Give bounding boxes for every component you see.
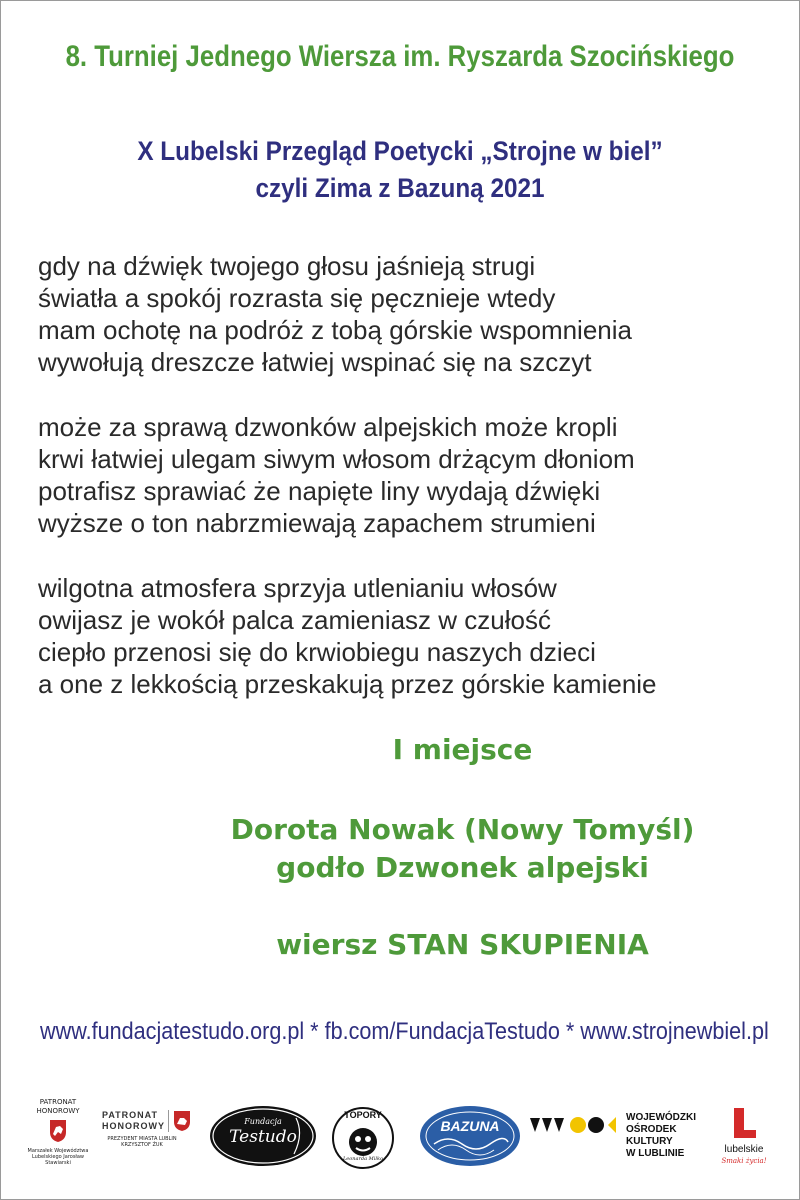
lubelskie-l-icon — [716, 1106, 772, 1140]
poem-line: a one z lekkością przeskakują przez górskie kamienie — [38, 669, 657, 699]
tournament-title: 8. Turniej Jednego Wiersza im. Ryszarda Szocińskiego — [65, 40, 735, 73]
patronage-heading-2: PATRONAT HONOROWY — [102, 1110, 165, 1131]
footer-links[interactable]: www.fundacjatestudo.org.pl * fb.com/FundacjaTestudo * www.strojnewbiel.pl — [40, 1018, 769, 1045]
award-place: I miejsce — [392, 733, 533, 766]
lubelskie-logo — [716, 1106, 772, 1170]
patronage-caption: Marszałek Województwa Lubelskiego Jarosław Stawiarski — [27, 1148, 89, 1166]
poem-line: potrafisz sprawiać że napięte liny wydają dźwięki — [38, 476, 601, 506]
award-author: Dorota Nowak (Nowy Tomyśl) — [230, 813, 695, 846]
poem-line: krwi łatwiej ulegam siwym włosom drżącym dłoniom — [38, 444, 635, 474]
review-title-line-2: czyli Zima z Bazuną 2021 — [255, 173, 545, 203]
poem-line: ciepło przenosi się do krwiobiegu naszych dzieci — [38, 637, 596, 667]
award-poem-title: wiersz STAN SKUPIENIA — [276, 928, 649, 961]
lublin-city-coat-of-arms-icon — [173, 1110, 191, 1132]
topory-logo — [328, 1102, 398, 1170]
review-title — [40, 133, 760, 207]
lubelskie-slogan: Smaki życia! — [721, 1157, 767, 1165]
poem-body — [38, 250, 778, 733]
poem-line: owijasz je wokół palca zamieniasz w czułość — [38, 605, 551, 635]
testudo-foundation-logo — [208, 1104, 318, 1168]
stanza-2 — [38, 411, 778, 539]
patronage-caption-2: PREZYDENT MIASTA LUBLIN KRZYSZTOF ŻUK — [107, 1136, 177, 1148]
award-motto: godło Dzwonek alpejski — [276, 851, 649, 884]
mayor-patronage-logo — [102, 1110, 202, 1148]
wok-text — [626, 1112, 696, 1160]
poem-line: wywołują dreszcze łatwiej wspinać się na szczyt — [38, 347, 592, 377]
sponsor-logos — [0, 1090, 800, 1180]
testudo-name-text: Testudo — [229, 1127, 297, 1147]
review-title-line-1: X Lubelski Przegląd Poetycki „Strojne w biel” — [137, 136, 663, 166]
lublin-voivodeship-coat-of-arms-icon — [22, 1116, 94, 1144]
bazuna-logo-icon — [418, 1104, 522, 1168]
lubelskie-text: lubelskie — [724, 1144, 764, 1155]
wok-lublin-logo — [528, 1112, 708, 1164]
divider — [168, 1110, 169, 1132]
poem-line: może za sprawą dzwonków alpejskich może kropli — [38, 412, 618, 442]
poem-line: wilgotna atmosfera sprzyja utlenianiu włosów — [38, 573, 557, 603]
bazuna-logo — [418, 1104, 522, 1168]
poem-line: światła a spokój rozrasta się pęcznieje wtedy — [38, 283, 556, 313]
stanza-3 — [38, 572, 778, 700]
poem-line: mam ochotę na podróż z tobą górskie wspomnienia — [38, 315, 632, 345]
wok-line-3: KULTURY — [626, 1136, 673, 1147]
patronage-heading: PATRONAT HONOROWY — [36, 1098, 80, 1115]
marshal-patronage-logo — [22, 1098, 94, 1166]
testudo-fundacja-text: Fundacja — [244, 1117, 282, 1126]
topory-name-text: TOPORY — [344, 1110, 382, 1120]
wok-line-2: OŚRODEK — [626, 1124, 677, 1135]
wok-shapes-icon — [528, 1114, 616, 1140]
bazuna-name-text: BAZUNA — [440, 1118, 500, 1134]
topory-sub-text: Leonarda Milko — [342, 1156, 383, 1162]
wok-line-4: W LUBLINIE — [626, 1148, 685, 1159]
wok-line-1: WOJEWÓDZKI — [626, 1112, 696, 1123]
stanza-1 — [38, 250, 778, 378]
poem-line: gdy na dźwięk twojego głosu jaśnieją strugi — [38, 251, 536, 281]
poem-line: wyższe o ton nabrzmiewają zapachem strumieni — [38, 508, 596, 538]
